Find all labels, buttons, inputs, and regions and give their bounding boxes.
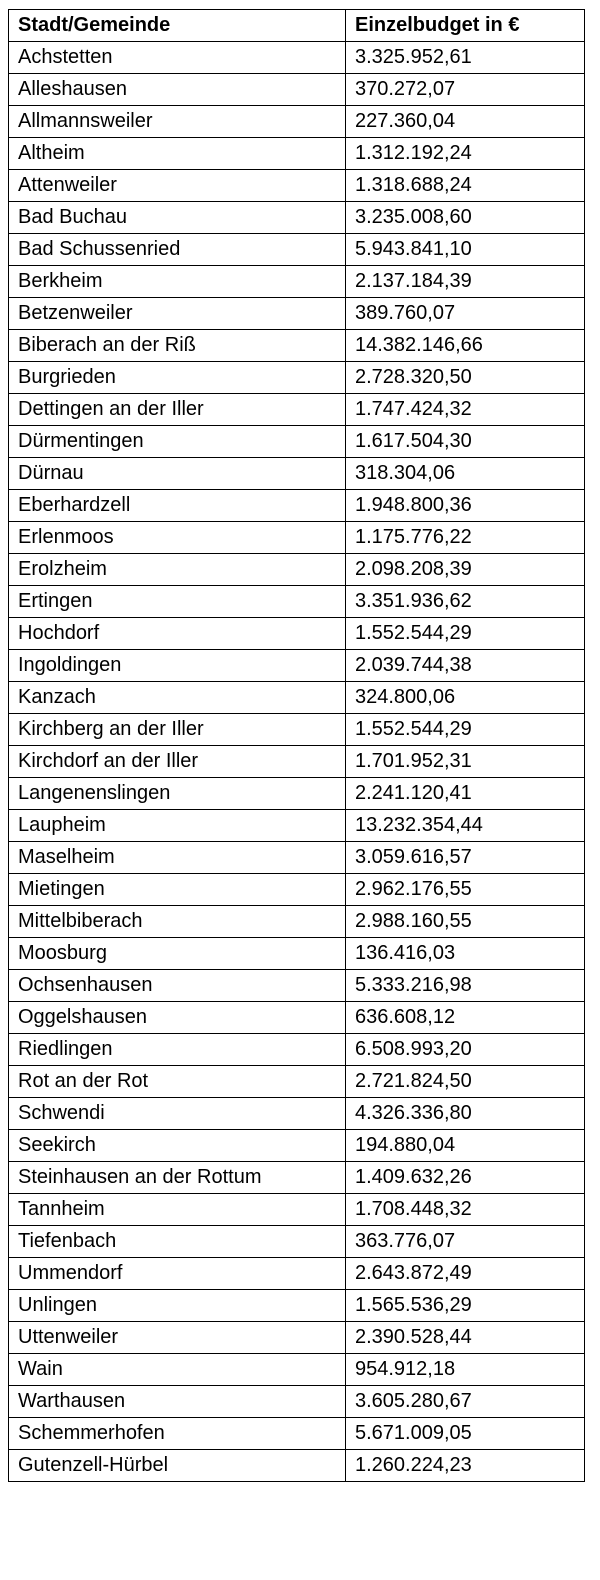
table-row (9, 202, 585, 234)
cell-municipality: Berkheim (9, 266, 346, 298)
table-row (9, 170, 585, 202)
cell-municipality: Warthausen (9, 1386, 346, 1418)
cell-municipality: Uttenweiler (9, 1322, 346, 1354)
cell-budget: 3.605.280,67 (346, 1386, 585, 1418)
cell-budget: 1.552.544,29 (346, 618, 585, 650)
cell-municipality: Kanzach (9, 682, 346, 714)
cell-municipality: Kirchdorf an der Iller (9, 746, 346, 778)
table-row (9, 74, 585, 106)
cell-budget: 318.304,06 (346, 458, 585, 490)
cell-municipality: Ummendorf (9, 1258, 346, 1290)
table-row (9, 810, 585, 842)
cell-budget: 2.390.528,44 (346, 1322, 585, 1354)
cell-municipality: Ingoldingen (9, 650, 346, 682)
cell-budget: 136.416,03 (346, 938, 585, 970)
table-row (9, 554, 585, 586)
cell-municipality: Betzenweiler (9, 298, 346, 330)
cell-municipality: Steinhausen an der Rottum (9, 1162, 346, 1194)
table-row (9, 1322, 585, 1354)
cell-municipality: Mietingen (9, 874, 346, 906)
table-row (9, 714, 585, 746)
cell-municipality: Eberhardzell (9, 490, 346, 522)
table-row (9, 330, 585, 362)
table-row (9, 778, 585, 810)
table-row (9, 1034, 585, 1066)
table-row (9, 618, 585, 650)
column-header-budget: Einzelbudget in € (346, 10, 585, 42)
table-row (9, 1386, 585, 1418)
table-row (9, 1098, 585, 1130)
cell-budget: 1.617.504,30 (346, 426, 585, 458)
cell-budget: 1.409.632,26 (346, 1162, 585, 1194)
cell-municipality: Achstetten (9, 42, 346, 74)
cell-budget: 6.508.993,20 (346, 1034, 585, 1066)
table-row (9, 490, 585, 522)
table-row (9, 1002, 585, 1034)
cell-budget: 389.760,07 (346, 298, 585, 330)
cell-budget: 1.565.536,29 (346, 1290, 585, 1322)
cell-municipality: Riedlingen (9, 1034, 346, 1066)
table-row (9, 1450, 585, 1482)
table-row (9, 1130, 585, 1162)
cell-budget: 5.333.216,98 (346, 970, 585, 1002)
cell-budget: 194.880,04 (346, 1130, 585, 1162)
cell-budget: 2.988.160,55 (346, 906, 585, 938)
table-row (9, 1354, 585, 1386)
cell-municipality: Allmannsweiler (9, 106, 346, 138)
cell-municipality: Tiefenbach (9, 1226, 346, 1258)
cell-municipality: Ochsenhausen (9, 970, 346, 1002)
cell-budget: 1.552.544,29 (346, 714, 585, 746)
cell-budget: 1.318.688,24 (346, 170, 585, 202)
table-row (9, 682, 585, 714)
table-row (9, 106, 585, 138)
cell-budget: 2.643.872,49 (346, 1258, 585, 1290)
table-row (9, 906, 585, 938)
cell-budget: 954.912,18 (346, 1354, 585, 1386)
table-row (9, 266, 585, 298)
table-row (9, 298, 585, 330)
table-row (9, 842, 585, 874)
cell-municipality: Moosburg (9, 938, 346, 970)
table-row (9, 138, 585, 170)
cell-municipality: Oggelshausen (9, 1002, 346, 1034)
cell-municipality: Tannheim (9, 1194, 346, 1226)
cell-budget: 2.728.320,50 (346, 362, 585, 394)
cell-municipality: Rot an der Rot (9, 1066, 346, 1098)
cell-municipality: Mittelbiberach (9, 906, 346, 938)
budget-table (8, 9, 585, 1482)
cell-budget: 2.098.208,39 (346, 554, 585, 586)
cell-budget: 324.800,06 (346, 682, 585, 714)
cell-municipality: Dettingen an der Iller (9, 394, 346, 426)
cell-municipality: Hochdorf (9, 618, 346, 650)
cell-budget: 13.232.354,44 (346, 810, 585, 842)
cell-budget: 363.776,07 (346, 1226, 585, 1258)
table-row (9, 970, 585, 1002)
cell-budget: 2.137.184,39 (346, 266, 585, 298)
table-body (9, 42, 585, 1482)
table-row (9, 746, 585, 778)
cell-municipality: Attenweiler (9, 170, 346, 202)
cell-budget: 5.671.009,05 (346, 1418, 585, 1450)
table-row (9, 522, 585, 554)
cell-municipality: Dürnau (9, 458, 346, 490)
table-row (9, 938, 585, 970)
cell-municipality: Erolzheim (9, 554, 346, 586)
table-row (9, 362, 585, 394)
cell-municipality: Dürmentingen (9, 426, 346, 458)
header-row (9, 10, 585, 42)
table-row (9, 1258, 585, 1290)
cell-budget: 3.235.008,60 (346, 202, 585, 234)
cell-budget: 2.039.744,38 (346, 650, 585, 682)
table-row (9, 1162, 585, 1194)
cell-municipality: Wain (9, 1354, 346, 1386)
table-row (9, 1226, 585, 1258)
cell-municipality: Langenenslingen (9, 778, 346, 810)
cell-municipality: Altheim (9, 138, 346, 170)
cell-budget: 1.948.800,36 (346, 490, 585, 522)
cell-municipality: Kirchberg an der Iller (9, 714, 346, 746)
cell-budget: 3.325.952,61 (346, 42, 585, 74)
cell-municipality: Biberach an der Riß (9, 330, 346, 362)
column-header-municipality: Stadt/Gemeinde (9, 10, 346, 42)
table-row (9, 1194, 585, 1226)
cell-municipality: Alleshausen (9, 74, 346, 106)
table-row (9, 1066, 585, 1098)
table-row (9, 426, 585, 458)
cell-budget: 1.747.424,32 (346, 394, 585, 426)
cell-municipality: Gutenzell-Hürbel (9, 1450, 346, 1482)
cell-municipality: Maselheim (9, 842, 346, 874)
table-row (9, 1418, 585, 1450)
table-row (9, 586, 585, 618)
cell-budget: 1.312.192,24 (346, 138, 585, 170)
cell-municipality: Laupheim (9, 810, 346, 842)
table-row (9, 1290, 585, 1322)
table-row (9, 874, 585, 906)
cell-budget: 370.272,07 (346, 74, 585, 106)
cell-municipality: Bad Buchau (9, 202, 346, 234)
cell-municipality: Seekirch (9, 1130, 346, 1162)
cell-budget: 3.059.616,57 (346, 842, 585, 874)
table-row (9, 234, 585, 266)
cell-budget: 227.360,04 (346, 106, 585, 138)
table-row (9, 394, 585, 426)
table-row (9, 650, 585, 682)
table-row (9, 458, 585, 490)
cell-municipality: Schemmerhofen (9, 1418, 346, 1450)
cell-budget: 14.382.146,66 (346, 330, 585, 362)
cell-budget: 4.326.336,80 (346, 1098, 585, 1130)
cell-budget: 2.962.176,55 (346, 874, 585, 906)
cell-municipality: Burgrieden (9, 362, 346, 394)
table-header (9, 10, 585, 42)
cell-budget: 1.708.448,32 (346, 1194, 585, 1226)
cell-municipality: Schwendi (9, 1098, 346, 1130)
cell-budget: 636.608,12 (346, 1002, 585, 1034)
cell-municipality: Ertingen (9, 586, 346, 618)
cell-municipality: Unlingen (9, 1290, 346, 1322)
cell-budget: 3.351.936,62 (346, 586, 585, 618)
cell-budget: 1.260.224,23 (346, 1450, 585, 1482)
table-row (9, 42, 585, 74)
cell-budget: 5.943.841,10 (346, 234, 585, 266)
cell-budget: 2.241.120,41 (346, 778, 585, 810)
cell-budget: 1.701.952,31 (346, 746, 585, 778)
cell-municipality: Bad Schussenried (9, 234, 346, 266)
cell-municipality: Erlenmoos (9, 522, 346, 554)
cell-budget: 1.175.776,22 (346, 522, 585, 554)
cell-budget: 2.721.824,50 (346, 1066, 585, 1098)
